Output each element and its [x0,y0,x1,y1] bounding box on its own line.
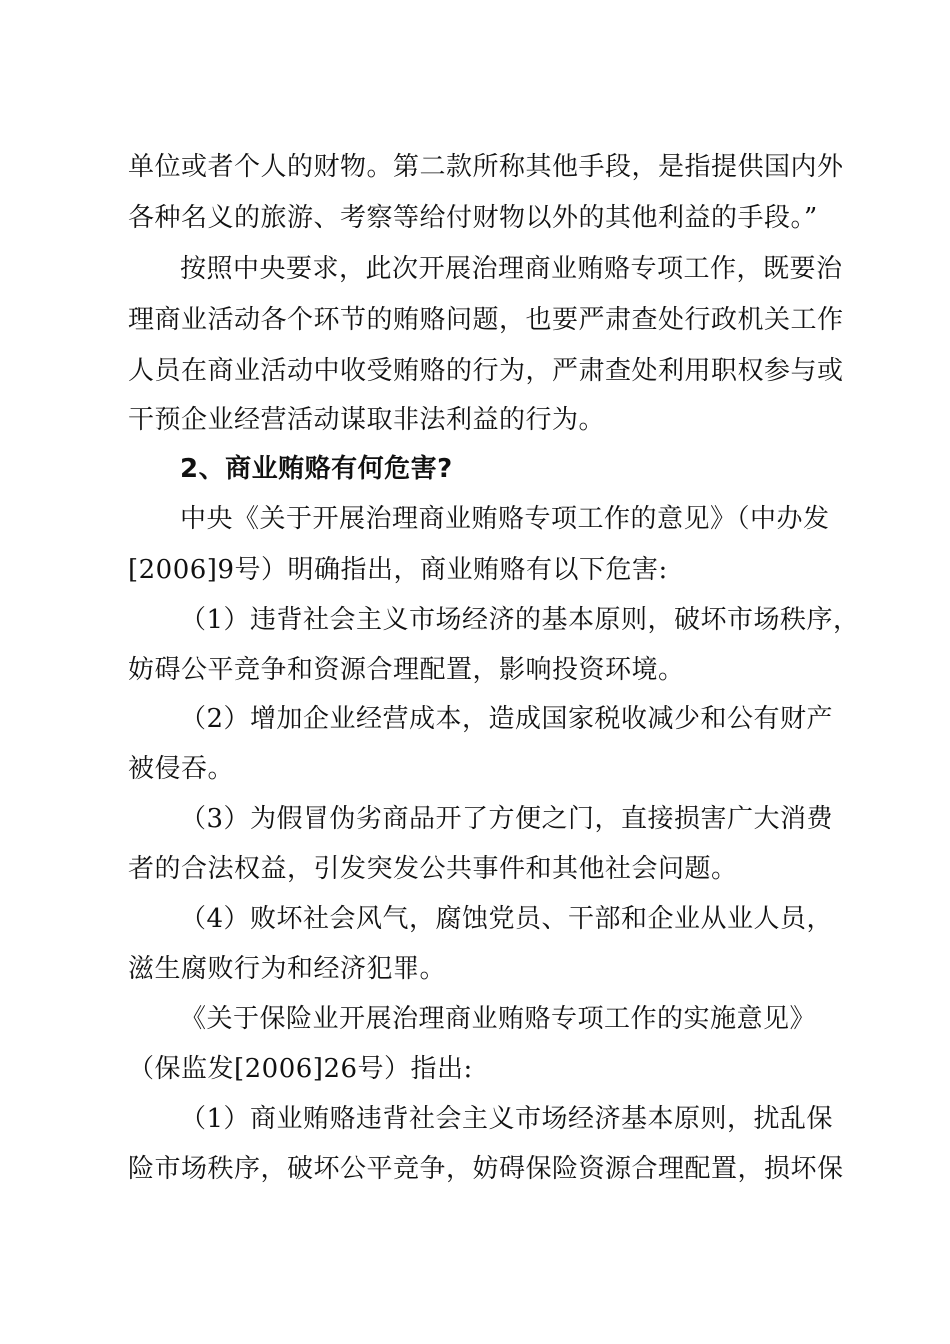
text-line: （3）为假冒伪劣商品开了方便之门，直接损害广大消费 [180,804,834,834]
text-line: 被侵吞。 [128,754,235,784]
text-line: 者的合法权益，引发突发公共事件和其他社会问题。 [128,854,738,884]
text-line: 理商业活动各个环节的贿赂问题，也要严肃查处行政机关工作 [128,305,844,335]
text-line: 妨碍公平竞争和资源合理配置，影响投资环境。 [128,655,685,685]
text-line: 中央《关于开展治理商业贿赂专项工作的意见》（中办发 [180,504,830,534]
text-line: 险市场秩序，破坏公平竞争，妨碍保险资源合理配置，损坏保 [128,1154,844,1184]
text-line: （1）违背社会主义市场经济的基本原则，破坏市场秩序， [180,605,860,635]
text-line: [2006]9号）明确指出，商业贿赂有以下危害: [128,555,668,585]
text-line: 人员在商业活动中收受贿赂的行为，严肃查处利用职权参与或 [128,356,844,386]
text-line: （2）增加企业经营成本，造成国家税收减少和公有财产 [180,704,834,734]
text-line: 《关于保险业开展治理商业贿赂专项工作的实施意见》 [180,1004,817,1034]
text-line: （保监发[2006]26号）指出: [128,1054,473,1084]
text-line: 各种名义的旅游、考察等给付财物以外的其他利益的手段。” [128,203,818,233]
text-line: 按照中央要求，此次开展治理商业贿赂专项工作，既要治 [180,254,843,284]
text-line: （1）商业贿赂违背社会主义市场经济基本原则，扰乱保 [180,1104,834,1134]
text-line: （4）败坏社会风气，腐蚀党员、干部和企业从业人员， [180,904,834,934]
text-line: 单位或者个人的财物。第二款所称其他手段，是指提供国内外 [128,152,844,182]
text-line: 干预企业经营活动谋取非法利益的行为。 [128,405,606,435]
section-heading: 2、商业贿赂有何危害? [180,454,453,484]
text-line: 滋生腐败行为和经济犯罪。 [128,954,447,984]
